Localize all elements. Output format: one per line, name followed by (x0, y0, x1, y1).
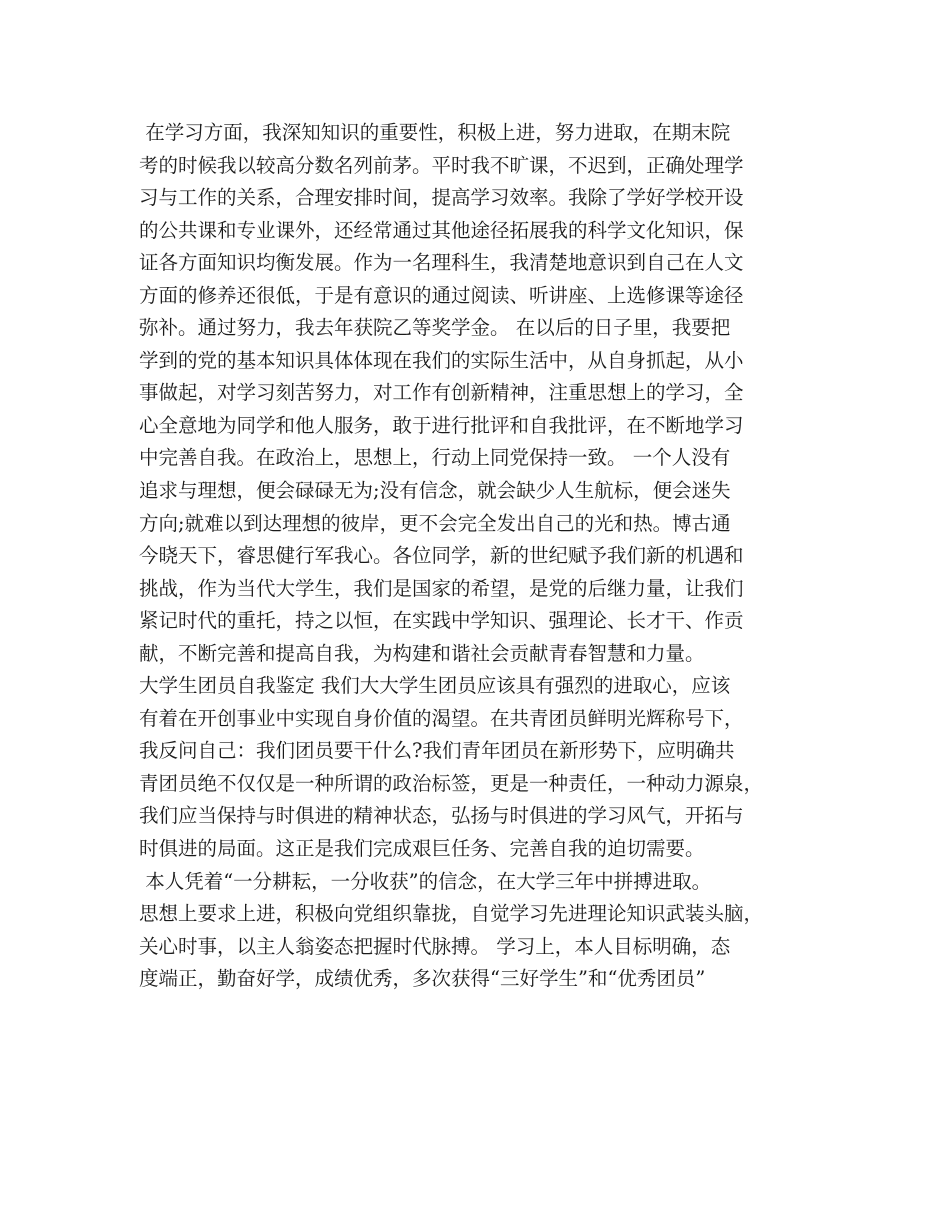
text-line: 本人凭着“一分耕耘，一分收获”的信念，在大学三年中拼搏进取。 (139, 869, 712, 893)
text-line: 追求与理想，便会碌碌无为;没有信念，就会缺少人生航标，便会迷失 (139, 479, 731, 503)
text-line: 度端正，勤奋好学，成绩优秀，多次获得“三好学生”和“优秀团员” (139, 967, 706, 991)
text-line: 考的时候我以较高分数名列前茅。平时我不旷课，不迟到，正确处理学 (139, 153, 744, 177)
text-line: 中完善自我。在政治上，思想上，行动上同党保持一致。 一个人没有 (139, 446, 731, 470)
text-line: 方向;就难以到达理想的彼岸，更不会完全发出自己的光和热。博古通 (139, 511, 731, 535)
text-line: 青团员绝不仅仅是一种所谓的政治标签，更是一种责任，一种动力源泉， (139, 771, 764, 795)
text-line: 有着在开创事业中实现自身价值的渴望。在共青团员鲜明光辉称号下， (139, 706, 744, 730)
text-line: 时俱进的局面。这正是我们完成艰巨任务、完善自我的迫切需要。 (139, 837, 705, 861)
text-line: 证各方面知识均衡发展。作为一名理科生，我清楚地意识到自己在人文 (139, 251, 744, 275)
text-line: 关心时事，以主人翁姿态把握时代脉搏。 学习上，本人目标明确，态 (139, 934, 731, 958)
text-line: 献，不断完善和提高自我，为构建和谐社会贡献青春智慧和力量。 (139, 641, 705, 665)
text-line: 今晓天下，睿思健行军我心。各位同学，新的世纪赋予我们新的机遇和 (139, 544, 744, 568)
text-line: 紧记时代的重托，持之以恒，在实践中学知识、强理论、长才干、作贡 (139, 609, 744, 633)
text-line: 习与工作的关系，合理安排时间，提高学习效率。我除了学好学校开设 (139, 186, 744, 210)
text-line: 弥补。通过努力，我去年获院乙等奖学金。 在以后的日子里，我要把 (139, 316, 731, 340)
text-line: 大学生团员自我鉴定 我们大大学生团员应该具有强烈的进取心，应该 (139, 674, 731, 698)
text-line: 我反问自己：我们团员要干什么?我们青年团员在新形势下，应明确共 (139, 739, 735, 763)
text-line: 挑战，作为当代大学生，我们是国家的希望，是党的后继力量，让我们 (139, 576, 744, 600)
text-line: 方面的修养还很低，于是有意识的通过阅读、听讲座、上选修课等途径 (139, 283, 744, 307)
text-line: 思想上要求上进，积极向党组织靠拢，自觉学习先进理论知识武装头脑， (139, 902, 764, 926)
text-line: 的公共课和专业课外，还经常通过其他途径拓展我的科学文化知识，保 (139, 218, 744, 242)
text-line: 事做起，对学习刻苦努力，对工作有创新精神，注重思想上的学习，全 (139, 381, 744, 405)
text-line: 心全意地为同学和他人服务，敢于进行批评和自我批评，在不断地学习 (139, 413, 744, 437)
text-line: 我们应当保持与时俱进的精神状态，弘扬与时俱进的学习风气，开拓与 (139, 804, 744, 828)
text-line: 学到的党的基本知识具体体现在我们的实际生活中，从自身抓起，从小 (139, 348, 744, 372)
text-line: 在学习方面，我深知知识的重要性，积极上进，努力进取，在期末院 (139, 121, 731, 144)
document-body (139, 117, 839, 996)
